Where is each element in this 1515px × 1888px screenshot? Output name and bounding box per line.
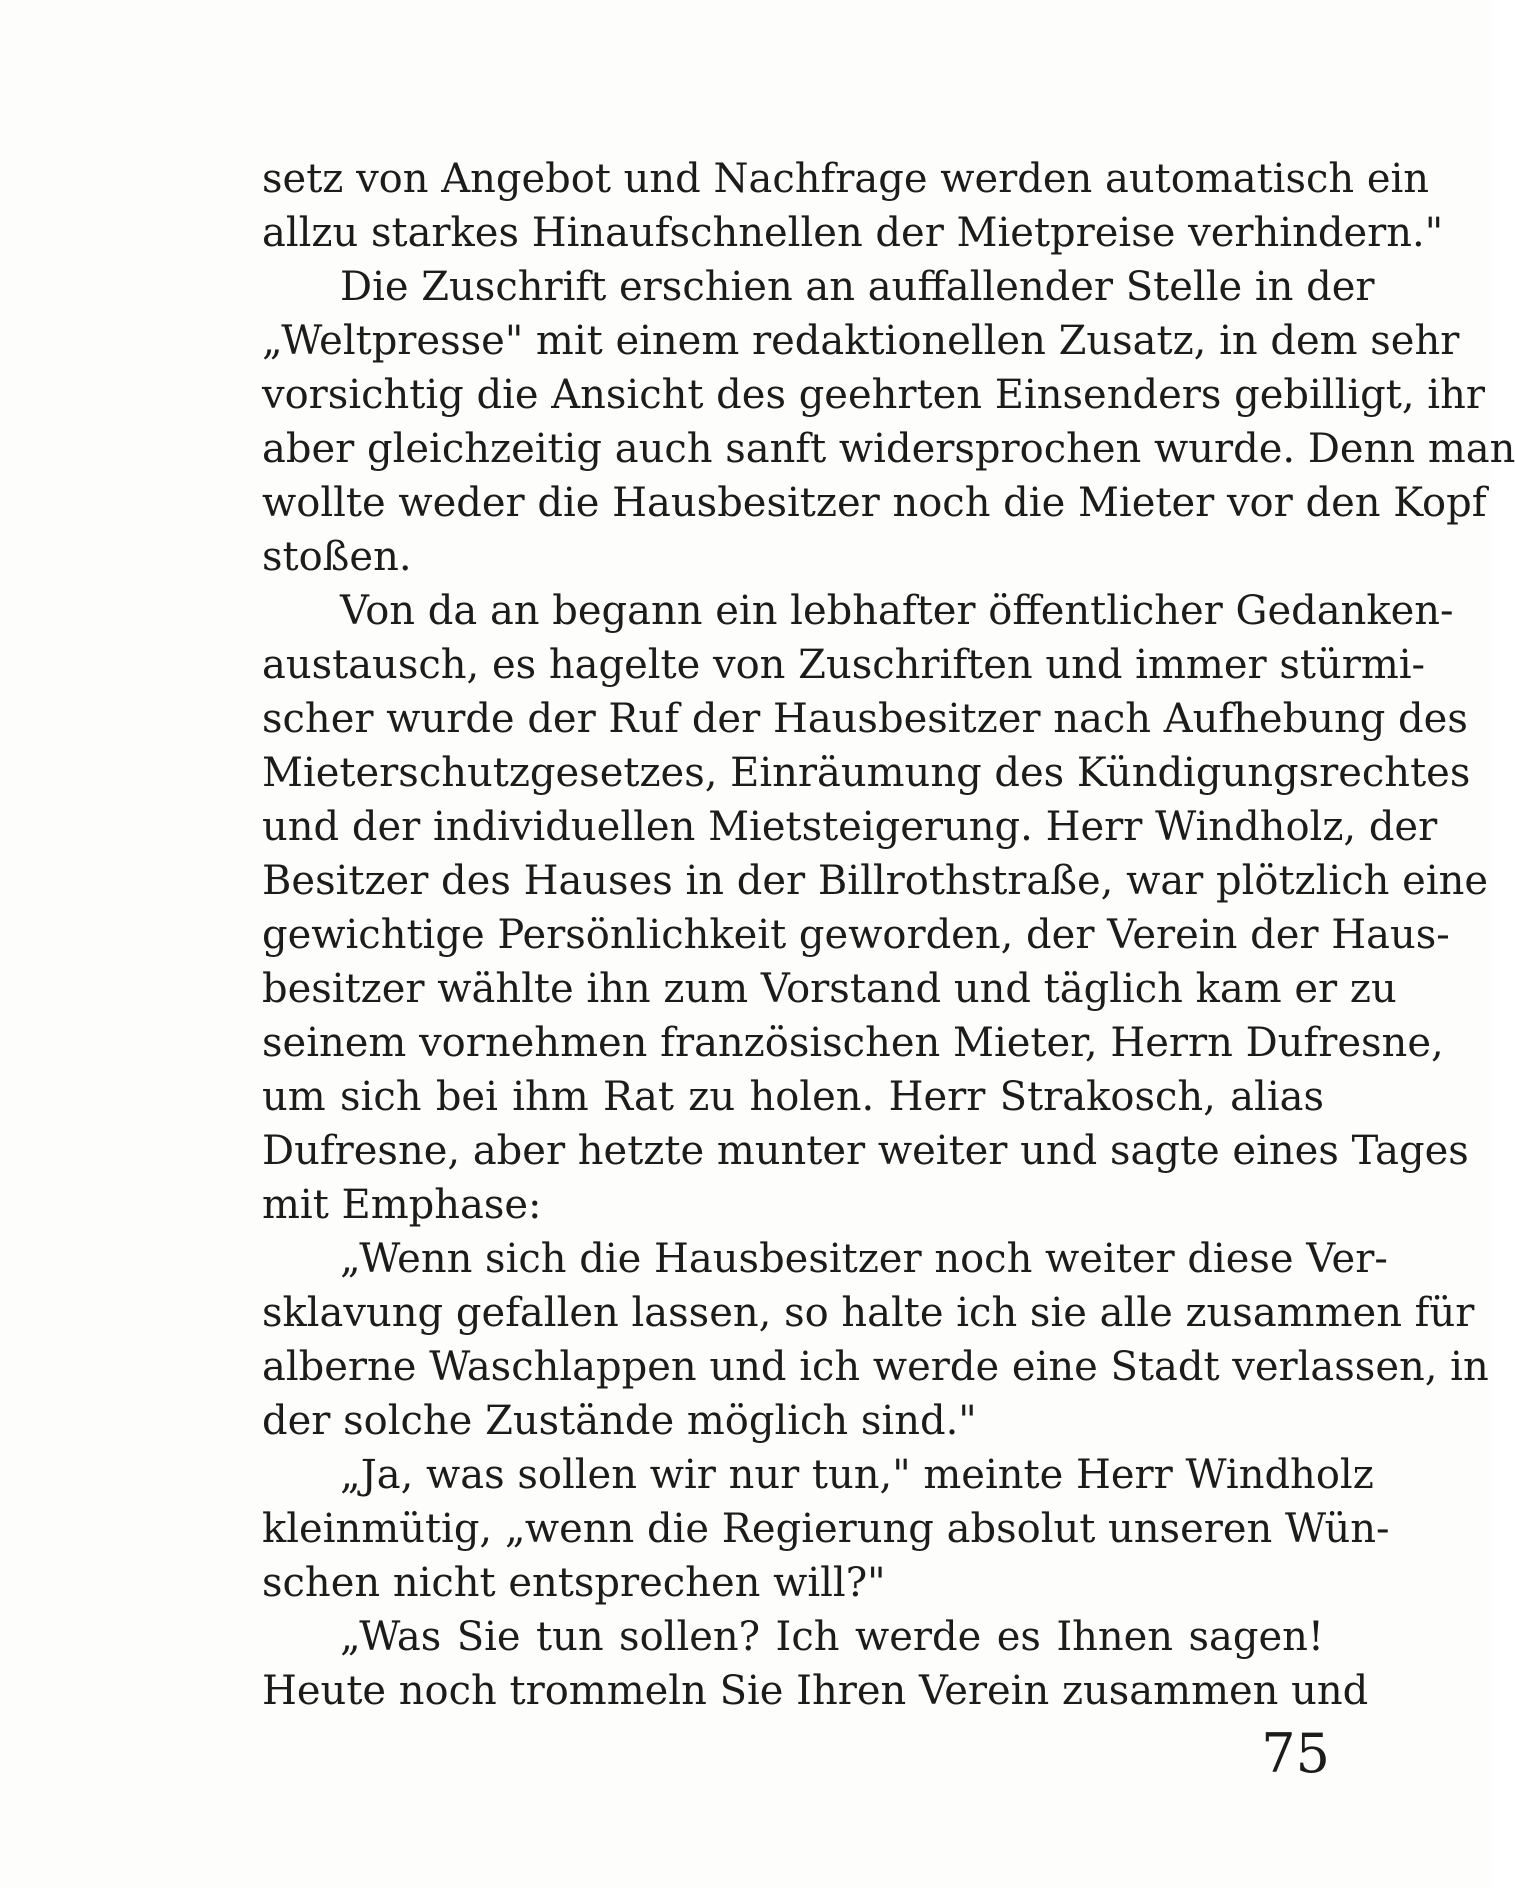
text-line: Mieterschutzgesetzes, Einräumung des Kündigungsrechtes [262, 750, 1471, 796]
text-line: sklavung gefallen lassen, so halte ich sie alle zusammen für [262, 1290, 1475, 1336]
text-line: „Was Sie tun sollen? Ich werde es Ihnen sagen! [340, 1614, 1324, 1660]
text-line: mit Emphase: [262, 1182, 542, 1228]
text-line: Dufresne, aber hetzte munter weiter und sagte eines Tages [262, 1128, 1469, 1174]
text-line: kleinmütig, „wenn die Regierung absolut unseren Wün- [262, 1506, 1390, 1552]
text-line: gewichtige Persönlichkeit geworden, der Verein der Haus- [262, 912, 1450, 958]
text-line: allzu starkes Hinaufschnellen der Mietpreise verhindern." [262, 210, 1444, 256]
text-line: „Ja, was sollen wir nur tun," meinte Herr Windholz [340, 1452, 1374, 1498]
text-line: seinem vornehmen französischen Mieter, Herrn Dufresne, [262, 1020, 1444, 1066]
body-text [262, 152, 1515, 1718]
text-line: aber gleichzeitig auch sanft widersprochen wurde. Denn man [262, 426, 1515, 472]
text-line: Von da an begann ein lebhafter öffentlicher Gedanken- [340, 588, 1454, 634]
text-line: stoßen. [262, 534, 412, 580]
text-line: scher wurde der Ruf der Hausbesitzer nach Aufhebung des [262, 696, 1468, 742]
text-line: vorsichtig die Ansicht des geehrten Einsenders gebilligt, ihr [262, 372, 1485, 418]
text-line: der solche Zustände möglich sind." [262, 1398, 977, 1444]
text-line: „Wenn sich die Hausbesitzer noch weiter diese Ver- [340, 1236, 1388, 1282]
text-line: besitzer wählte ihn zum Vorstand und täglich kam er zu [262, 966, 1397, 1012]
text-line: und der individuellen Mietsteigerung. Herr Windholz, der [262, 804, 1438, 850]
text-line: austausch, es hagelte von Zuschriften und immer stürmi- [262, 642, 1426, 688]
text-line: Besitzer des Hauses in der Billrothstraße, war plötzlich eine [262, 858, 1488, 904]
text-line: um sich bei ihm Rat zu holen. Herr Strakosch, alias [262, 1074, 1324, 1120]
text-line: Heute noch trommeln Sie Ihren Verein zusammen und [262, 1668, 1369, 1714]
text-line: schen nicht entsprechen will?" [262, 1560, 886, 1606]
page-number: 75 [1261, 1722, 1330, 1785]
text-line: Die Zuschrift erschien an auffallender Stelle in der [340, 264, 1375, 310]
text-line: wollte weder die Hausbesitzer noch die Mieter vor den Kopf [262, 480, 1487, 526]
text-line: „Weltpresse" mit einem redaktionellen Zusatz, in dem sehr [262, 318, 1460, 364]
text-line: alberne Waschlappen und ich werde eine Stadt verlassen, in [262, 1344, 1489, 1390]
text-line: setz von Angebot und Nachfrage werden automatisch ein [262, 156, 1430, 202]
